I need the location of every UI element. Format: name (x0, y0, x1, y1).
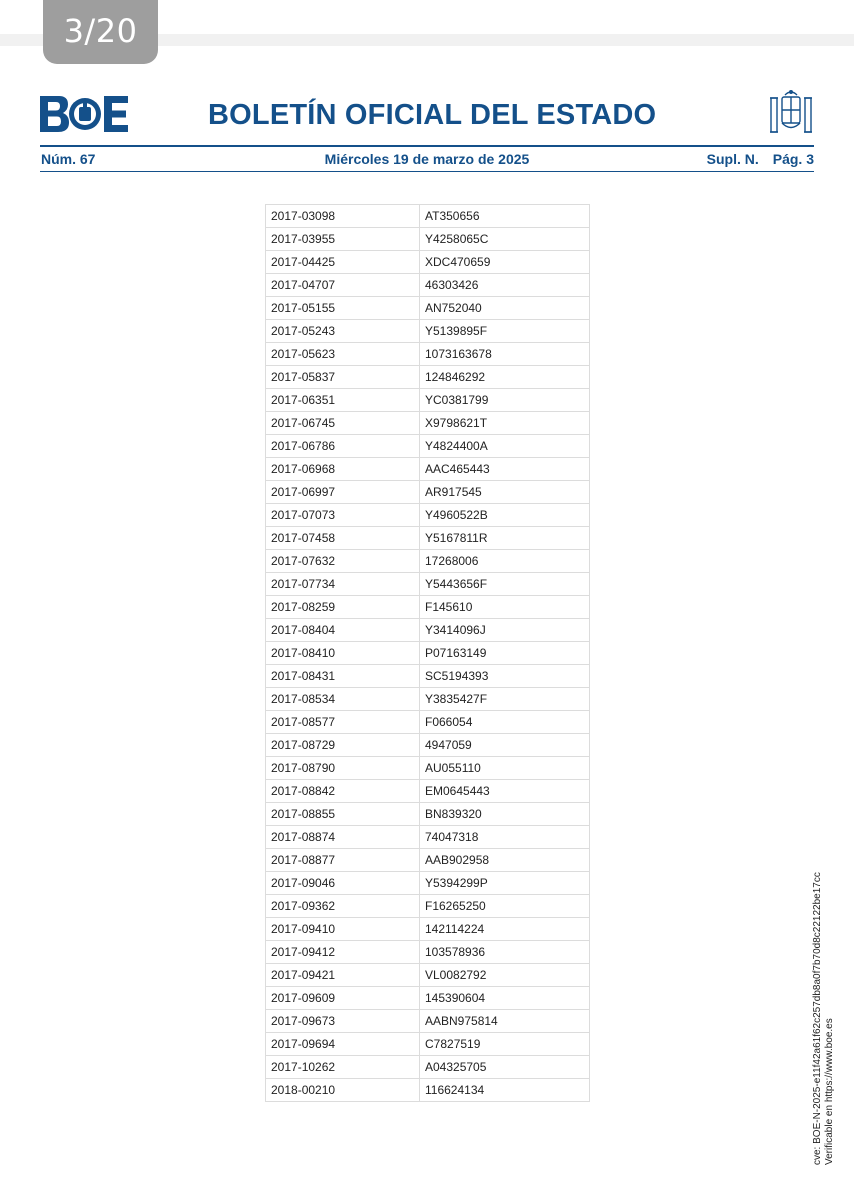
table-row (266, 550, 590, 573)
issue-date: Miércoles 19 de marzo de 2025 (324, 151, 530, 167)
table-row (266, 757, 590, 780)
document-number-cell: Y4960522B (420, 504, 590, 527)
document-number-cell: F145610 (420, 596, 590, 619)
document-number-cell: AR917545 (420, 481, 590, 504)
table-row (266, 987, 590, 1010)
record-id-cell: 2017-08431 (266, 665, 420, 688)
table-row (266, 435, 590, 458)
document-number-cell: AT350656 (420, 205, 590, 228)
table-row (266, 711, 590, 734)
record-id-cell: 2017-03955 (266, 228, 420, 251)
record-id-cell: 2017-09362 (266, 895, 420, 918)
document-number-cell: P07163149 (420, 642, 590, 665)
record-id-cell: 2017-08790 (266, 757, 420, 780)
document-number-cell: AN752040 (420, 297, 590, 320)
document-number-cell: 145390604 (420, 987, 590, 1010)
record-id-cell: 2017-04707 (266, 274, 420, 297)
document-number-cell: Y5394299P (420, 872, 590, 895)
document-number-cell: 4947059 (420, 734, 590, 757)
document-number-cell: AU055110 (420, 757, 590, 780)
verification-url: Verificable en https://www.boe.es (824, 1018, 835, 1165)
document-number-cell: Y3835427F (420, 688, 590, 711)
document-number-cell: AABN975814 (420, 1010, 590, 1033)
record-id-cell: 2017-06997 (266, 481, 420, 504)
table-row (266, 780, 590, 803)
table-row (266, 1079, 590, 1102)
supplement-page (707, 151, 814, 167)
record-id-cell: 2017-09410 (266, 918, 420, 941)
table-row (266, 251, 590, 274)
table-row (266, 1010, 590, 1033)
table-row (266, 849, 590, 872)
table-row (266, 1056, 590, 1079)
record-id-cell: 2017-09673 (266, 1010, 420, 1033)
table-row (266, 619, 590, 642)
document-number-cell: YC0381799 (420, 389, 590, 412)
table-row (266, 941, 590, 964)
supplement-label: Supl. N. (706, 151, 759, 167)
record-id-cell: 2017-08404 (266, 619, 420, 642)
record-id-cell: 2017-05155 (266, 297, 420, 320)
record-id-cell: 2017-07458 (266, 527, 420, 550)
record-id-cell: 2017-06351 (266, 389, 420, 412)
table-row (266, 872, 590, 895)
table-row (266, 527, 590, 550)
record-id-cell: 2017-07073 (266, 504, 420, 527)
table-row (266, 228, 590, 251)
document-number-cell: A04325705 (420, 1056, 590, 1079)
table-row (266, 642, 590, 665)
table-row (266, 688, 590, 711)
table-row (266, 964, 590, 987)
record-id-cell: 2017-06786 (266, 435, 420, 458)
document-number-cell: Y3414096J (420, 619, 590, 642)
document-number-cell: Y4824400A (420, 435, 590, 458)
page-label: Pág. 3 (772, 151, 814, 167)
header-rule-top (40, 145, 814, 147)
record-id-cell: 2017-08534 (266, 688, 420, 711)
record-id-cell: 2017-08874 (266, 826, 420, 849)
table-row (266, 803, 590, 826)
record-id-cell: 2017-08877 (266, 849, 420, 872)
document-number-cell: AAC465443 (420, 458, 590, 481)
records-table-body (266, 205, 590, 1102)
issue-number: Núm. 67 (41, 151, 96, 167)
record-id-cell: 2017-08729 (266, 734, 420, 757)
document-number-cell: 1073163678 (420, 343, 590, 366)
record-id-cell: 2017-05623 (266, 343, 420, 366)
table-row (266, 665, 590, 688)
records-table (265, 204, 590, 1102)
record-id-cell: 2017-06745 (266, 412, 420, 435)
document-number-cell: 116624134 (420, 1079, 590, 1102)
record-id-cell: 2017-09421 (266, 964, 420, 987)
table-row (266, 297, 590, 320)
document-number-cell: 142114224 (420, 918, 590, 941)
document-number-cell: EM0645443 (420, 780, 590, 803)
record-id-cell: 2017-08855 (266, 803, 420, 826)
table-row (266, 458, 590, 481)
table-row (266, 734, 590, 757)
cve-code: cve: BOE-N-2025-e11f42a61f62c257db8a0f7b70d8c22122be17cc (812, 872, 823, 1165)
coat-of-arms-icon (768, 88, 814, 138)
document-number-cell: Y5443656F (420, 573, 590, 596)
document-number-cell: Y4258065C (420, 228, 590, 251)
table-row (266, 389, 590, 412)
document-number-cell: C7827519 (420, 1033, 590, 1056)
record-id-cell: 2017-10262 (266, 1056, 420, 1079)
record-id-cell: 2017-08259 (266, 596, 420, 619)
table-row (266, 412, 590, 435)
document-number-cell: Y5167811R (420, 527, 590, 550)
record-id-cell: 2017-09046 (266, 872, 420, 895)
document-number-cell: BN839320 (420, 803, 590, 826)
header-rule-bottom (40, 171, 814, 172)
table-row (266, 573, 590, 596)
table-row (266, 320, 590, 343)
record-id-cell: 2017-07632 (266, 550, 420, 573)
document-number-cell: F066054 (420, 711, 590, 734)
document-number-cell: VL0082792 (420, 964, 590, 987)
table-row (266, 504, 590, 527)
document-number-cell: 17268006 (420, 550, 590, 573)
record-id-cell: 2017-08410 (266, 642, 420, 665)
document-number-cell: 74047318 (420, 826, 590, 849)
record-id-cell: 2017-08577 (266, 711, 420, 734)
table-row (266, 918, 590, 941)
record-id-cell: 2017-08842 (266, 780, 420, 803)
document-title: BOLETÍN OFICIAL DEL ESTADO (208, 99, 657, 131)
document-number-cell: Y5139895F (420, 320, 590, 343)
table-row (266, 481, 590, 504)
document-number-cell: AAB902958 (420, 849, 590, 872)
record-id-cell: 2017-05837 (266, 366, 420, 389)
table-row (266, 895, 590, 918)
table-row (266, 596, 590, 619)
record-id-cell: 2017-03098 (266, 205, 420, 228)
table-row (266, 826, 590, 849)
document-number-cell: 103578936 (420, 941, 590, 964)
record-id-cell: 2017-09609 (266, 987, 420, 1010)
page-indicator[interactable]: 3/20 (43, 0, 158, 64)
record-id-cell: 2017-06968 (266, 458, 420, 481)
table-row (266, 343, 590, 366)
table-row (266, 205, 590, 228)
document-number-cell: 46303426 (420, 274, 590, 297)
record-id-cell: 2017-07734 (266, 573, 420, 596)
record-id-cell: 2017-09412 (266, 941, 420, 964)
document-number-cell: SC5194393 (420, 665, 590, 688)
document-number-cell: XDC470659 (420, 251, 590, 274)
verification-note (812, 872, 836, 1165)
document-number-cell: F16265250 (420, 895, 590, 918)
record-id-cell: 2017-05243 (266, 320, 420, 343)
table-row (266, 366, 590, 389)
record-id-cell: 2017-09694 (266, 1033, 420, 1056)
table-row (266, 1033, 590, 1056)
record-id-cell: 2018-00210 (266, 1079, 420, 1102)
record-id-cell: 2017-04425 (266, 251, 420, 274)
boe-logo (40, 96, 128, 132)
table-row (266, 274, 590, 297)
document-number-cell: X9798621T (420, 412, 590, 435)
document-number-cell: 124846292 (420, 366, 590, 389)
